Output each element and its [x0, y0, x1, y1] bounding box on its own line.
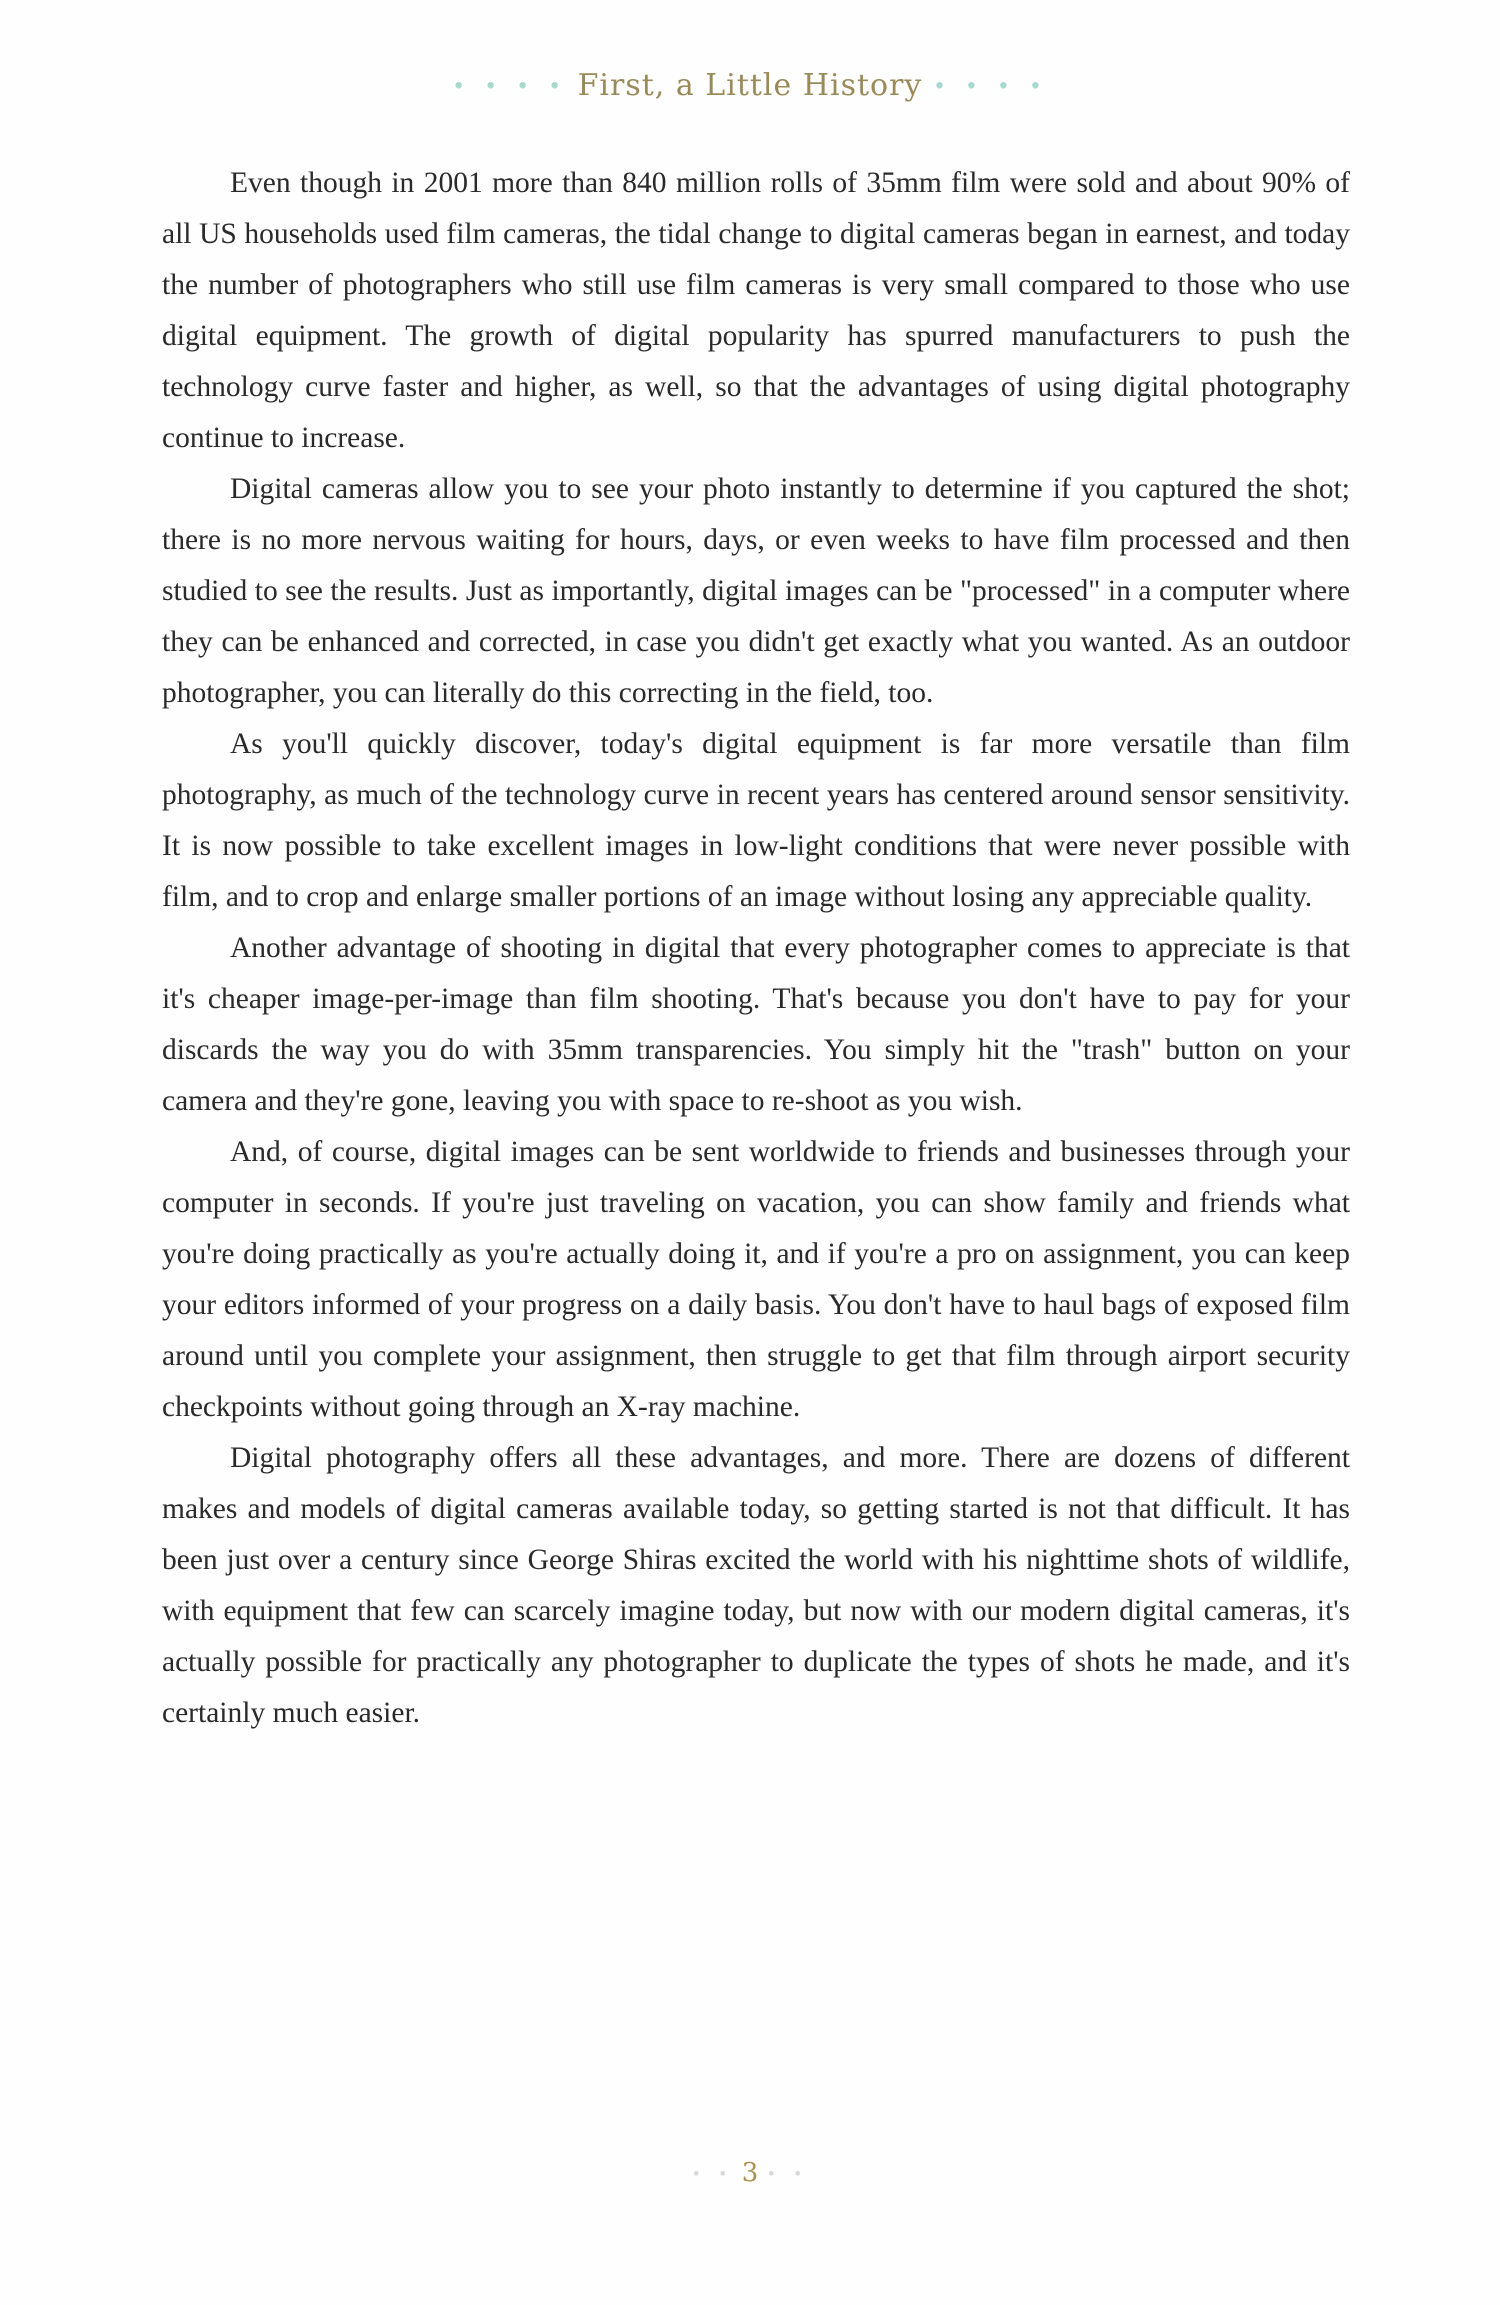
ornament-dots-right: • •	[766, 2164, 809, 2184]
running-head	[0, 68, 1500, 103]
paragraph: Even though in 2001 more than 840 million rolls of 35mm film were sold and about 90% of all US households used film cameras, the tidal change to digital cameras began in earnest, and today the number of photographers who still use film cameras is very small compared to those who use digital equipment. The growth of digital popularity has spurred manufacturers to push the technology curve faster and higher, as well, so that the advantages of using digital photography continue to increase.	[162, 167, 1350, 454]
body-text	[162, 158, 1350, 1739]
page-number-footer	[0, 2158, 1500, 2188]
paragraph: Another advantage of shooting in digital that every photographer comes to appreciate is that it's cheaper image-per-image than film shooting. That's because you don't have to pay for your discards the way you do with 35mm transparencies. You simply hit the "trash" button on your camera and they're gone, leaving you with space to re-shoot as you wish.	[162, 932, 1350, 1117]
ornament-dots-right: • • • •	[932, 74, 1048, 100]
ornament-dots-left: • •	[691, 2164, 734, 2184]
paragraph: As you'll quickly discover, today's digital equipment is far more versatile than film photography, as much of the technology curve in recent years has centered around sensor sensitivity. It is now possible to take excellent images in low-light conditions that were never possible with film, and to crop and enlarge smaller portions of an image without losing any appreciable quality.	[162, 728, 1350, 913]
ornament-dots-left: • • • •	[452, 74, 568, 100]
page-number: 3	[741, 2158, 759, 2188]
paragraph: And, of course, digital images can be sent worldwide to friends and businesses through your computer in seconds. If you're just traveling on vacation, you can show family and friends what you're doing practically as you're actually doing it, and if you're a pro on assignment, you can keep your editors informed of your progress on a daily basis. You don't have to haul bags of exposed film around until you complete your assignment, then struggle to get that film through airport security checkpoints without going through an X-ray machine.	[162, 1136, 1350, 1423]
paragraph: Digital cameras allow you to see your photo instantly to determine if you captured the shot; there is no more nervous waiting for hours, days, or even weeks to have film processed and then studied to see the results. Just as importantly, digital images can be "processed" in a computer where they can be enhanced and corrected, in case you didn't get exactly what you wanted. As an outdoor photographer, you can literally do this correcting in the field, too.	[162, 473, 1350, 709]
chapter-title: First, a Little History	[577, 68, 923, 103]
paragraph: Digital photography offers all these advantages, and more. There are dozens of different makes and models of digital cameras available today, so getting started is not that difficult. It has been just over a century since George Shiras excited the world with his nighttime shots of wildlife, with equipment that few can scarcely imagine today, but now with our modern digital cameras, it's actually possible for practically any photographer to duplicate the types of shots he made, and it's certainly much easier.	[162, 1442, 1350, 1729]
